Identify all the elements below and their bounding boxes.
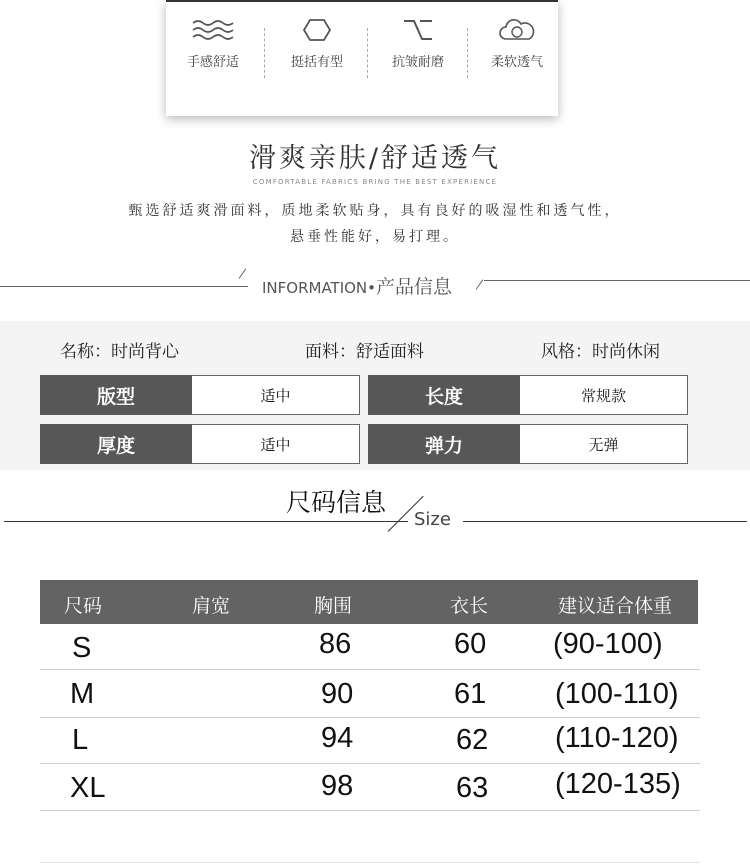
wave-icon <box>191 18 235 42</box>
divider-line-right <box>484 280 750 281</box>
table-cell-size: S <box>72 632 92 664</box>
divider-line-left <box>0 286 248 287</box>
information-title-cn: 产品信息 <box>376 276 453 298</box>
feature-label: 挺括有型 <box>290 55 343 70</box>
attribute-thickness <box>40 424 360 464</box>
feature-shape <box>268 18 366 70</box>
divider-slash-right <box>476 279 484 289</box>
size-title-en: Size <box>414 509 451 530</box>
table-cell-length: 60 <box>454 628 487 660</box>
feature-divider <box>367 28 368 78</box>
attribute-value: 适中 <box>192 375 360 415</box>
hexagon-icon <box>295 18 339 42</box>
table-cell-chest: 98 <box>321 770 354 802</box>
feature-label: 柔软透气 <box>490 55 543 70</box>
attribute-value: 无弹 <box>520 424 688 464</box>
section-heading: 滑爽亲肤/舒适透气 <box>248 143 502 174</box>
table-row-divider <box>40 763 700 764</box>
table-cell-weight: (90-100) <box>553 628 663 660</box>
information-title-en: INFORMATION <box>262 279 368 297</box>
table-cell-chest: 94 <box>321 722 354 754</box>
table-cell-weight: (120-135) <box>555 768 681 800</box>
table-cell-length: 62 <box>456 724 489 756</box>
meta-name: 名称：时尚背心 <box>60 342 179 362</box>
description-line-2: 悬垂性能好，易打理。 <box>290 229 460 245</box>
section-heading-english: COMFORTABLE FABRICS BRING THE BEST EXPERIENCE <box>252 178 498 186</box>
feature-card <box>166 0 558 116</box>
feature-label: 手感舒适 <box>186 55 239 70</box>
feature-divider <box>264 28 265 78</box>
attribute-key: 厚度 <box>40 424 192 464</box>
attribute-fit <box>40 375 360 415</box>
information-title <box>262 272 452 299</box>
crease-icon <box>396 18 440 42</box>
divider-slash-left <box>239 268 247 278</box>
card-top-border <box>166 0 558 2</box>
table-cell-size: L <box>72 724 89 756</box>
bottom-divider <box>40 862 700 863</box>
attribute-length <box>368 375 688 415</box>
feature-wrinkle <box>369 18 467 70</box>
size-divider-right <box>463 521 747 522</box>
table-cell-chest: 90 <box>321 678 354 710</box>
information-bullet: • <box>367 279 377 297</box>
header-chest: 胸围 <box>314 595 353 617</box>
size-divider-left <box>4 521 408 522</box>
header-length: 衣长 <box>450 595 489 617</box>
cloud-icon <box>495 18 539 42</box>
table-cell-chest: 86 <box>319 628 352 660</box>
attribute-key: 版型 <box>40 375 192 415</box>
header-size: 尺码 <box>64 595 103 617</box>
size-title-cn: 尺码信息 <box>286 488 387 517</box>
attribute-key: 长度 <box>368 375 520 415</box>
header-weight: 建议适合体重 <box>558 595 673 617</box>
table-row-divider <box>40 810 700 811</box>
table-row-divider <box>40 669 700 670</box>
meta-fabric: 面料：舒适面料 <box>305 342 424 362</box>
table-cell-size: XL <box>70 772 106 804</box>
table-cell-weight: (110-120) <box>555 722 679 754</box>
meta-style: 风格：时尚休闲 <box>541 342 660 362</box>
feature-label: 抗皱耐磨 <box>391 55 444 70</box>
attribute-value: 常规款 <box>520 375 688 415</box>
table-row-divider <box>40 717 700 718</box>
feature-comfort <box>164 18 262 70</box>
table-cell-weight: (100-110) <box>555 678 679 710</box>
description-line-1: 甄选舒适爽滑面料，质地柔软贴身，具有良好的吸湿性和透气性， <box>128 203 622 219</box>
attribute-elasticity <box>368 424 688 464</box>
table-cell-length: 63 <box>456 772 489 804</box>
header-shoulder: 肩宽 <box>192 595 231 617</box>
table-cell-length: 61 <box>454 678 487 710</box>
attribute-key: 弹力 <box>368 424 520 464</box>
table-cell-size: M <box>70 678 95 710</box>
attribute-value: 适中 <box>192 424 360 464</box>
feature-breathable <box>468 18 566 70</box>
